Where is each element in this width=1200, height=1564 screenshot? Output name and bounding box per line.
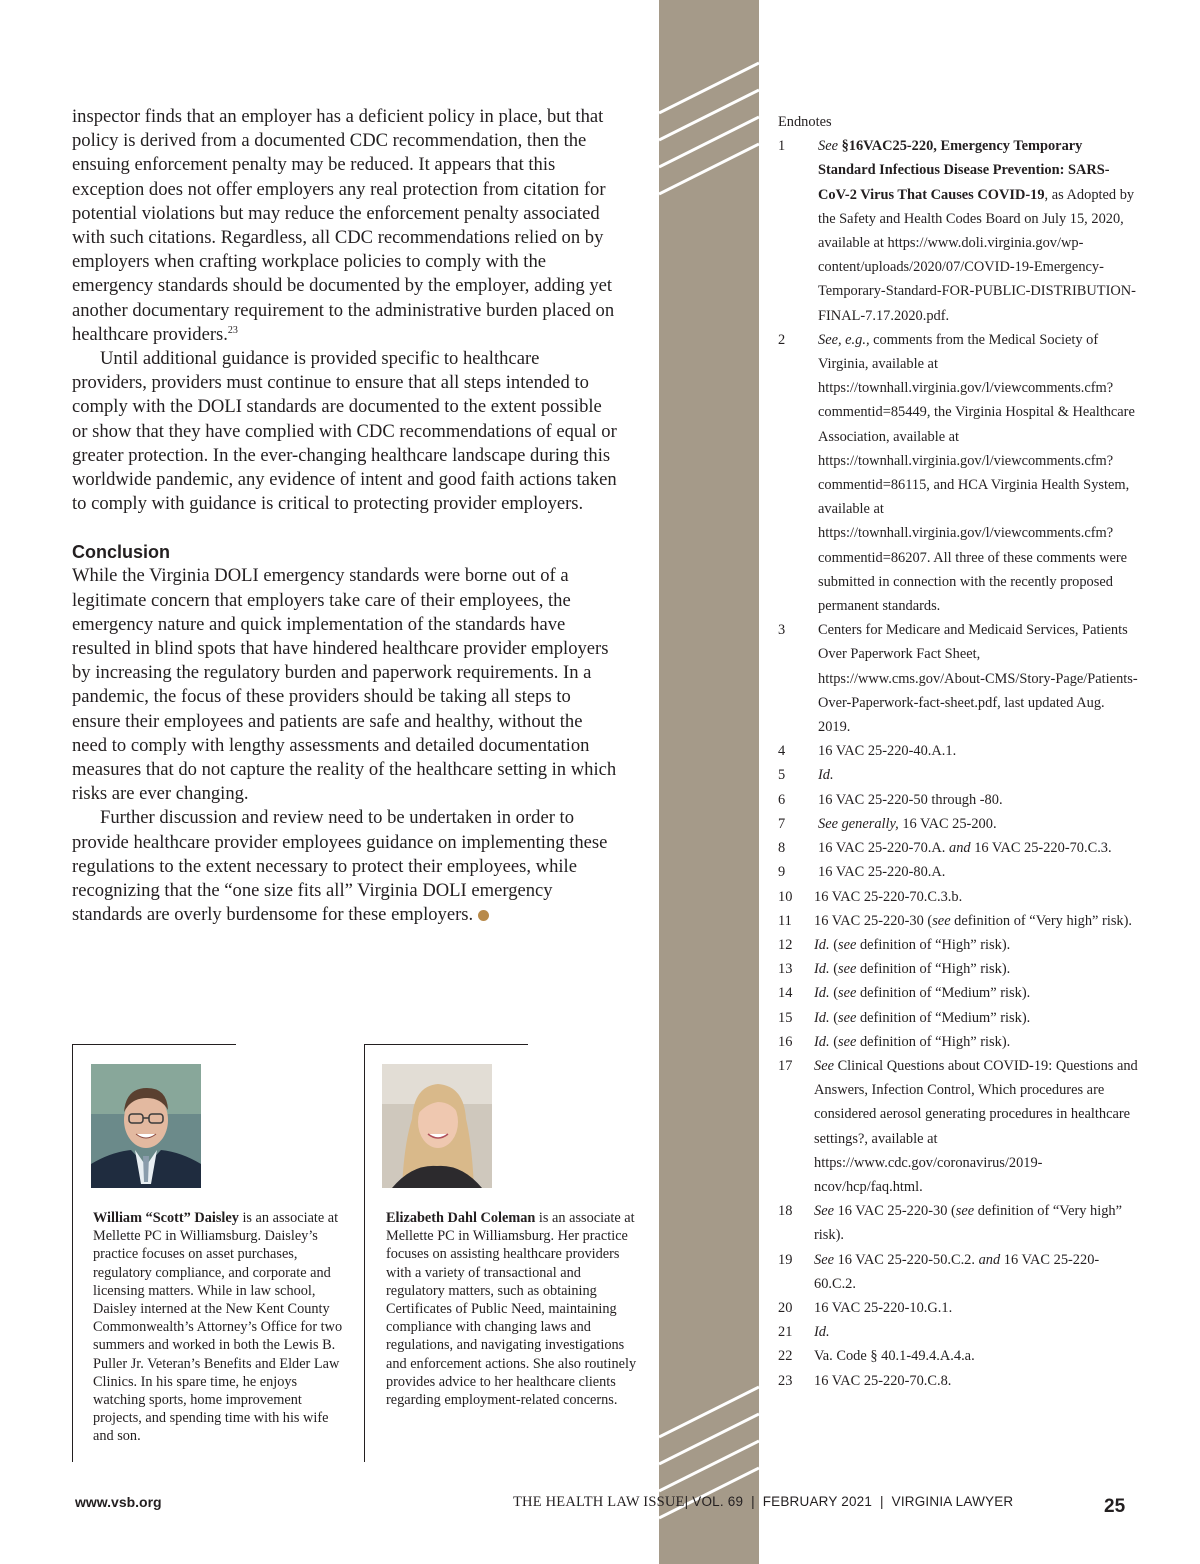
bio-body: is an associate at Mellette PC in Williamsburg. Her practice focuses on assisting healthcare providers with a variety of transactional and regulatory matters, such as obtaining Certificates of Public Need, maintaining compliance with changing laws and regulations, and navigating investigations and enforcement actions. She also routinely provides advice to her healthcare clients regarding employment-related concerns. [386,1210,637,1409]
endnote-item [778,1369,1138,1393]
endnote-part: definition of “High” risk). [856,1033,1011,1050]
endnote-text [814,1054,1138,1199]
endnote-number: 6 [778,791,786,808]
endnote-signal: See [818,138,838,155]
endnote-part: ( [829,1033,838,1050]
endnote-number: 10 [778,888,793,905]
endnote-part: definition of “Medium” risk). [856,1009,1031,1026]
endnotes-title: Endnotes [778,114,832,130]
section-heading: Conclusion [72,542,170,563]
endnote-part: 16 VAC 25-220-70.A. [818,840,949,857]
endnote-signal: see [837,936,857,953]
endnote-rest: Clinical Questions about COVID-19: Questions and Answers, Infection Control, Which procedures are considered aerosol generating procedures in healthcare settings?, available at https://www.cdc.gov/coronavirus/2019-ncov/hcp/faq.html. [814,1057,1138,1195]
endnote-conjunction: and [978,1251,1001,1268]
footer-website[interactable]: www.vsb.org [75,1494,162,1510]
endnote-text: 16 VAC 25-220-70.C.8. [814,1372,952,1389]
endnote-item [778,812,1138,836]
endnote-number: 13 [778,961,793,978]
endnote-number: 21 [778,1324,793,1341]
endnote-number: 16 [778,1033,793,1050]
endnote-part: 16 VAC 25-220-60.C.2. [814,1251,1100,1292]
endnote-text [818,763,1138,787]
endnote-text: 16 VAC 25-220-80.A. [818,864,946,881]
endnote-item [778,1054,1138,1199]
endnote-rest: 16 VAC 25-200. [898,815,997,832]
endnote-id: Id. [814,1033,830,1050]
endnote-item [778,885,1138,909]
endnote-part: 16 VAC 25-220-70.C.3. [970,840,1112,857]
endnote-item [778,618,1138,739]
footer-meta: | VOL. 69 | FEBRUARY 2021 | VIRGINIA LAWYER [684,1494,1014,1509]
endnote-number: 23 [778,1372,793,1389]
endnote-part: ( [829,936,838,953]
author-portrait [382,1064,492,1188]
endnote-id: Id. [818,767,834,784]
author-bio-text [386,1209,638,1409]
endnote-item [778,860,1138,884]
endnote-signal: see [837,961,857,978]
body-paragraph [72,806,617,927]
paragraph-text: Further discussion and review need to be undertaken in order to provide healthcare provider employees guidance on implementing these regulations to the extent necessary to protect their employees, while recognizing that the “one size fits all” Virginia DOLI emergency standards are overly burdensome for these employers. [72,807,608,926]
endnote-number: 9 [778,864,786,881]
endnote-id: Id. [814,936,830,953]
endnote-id: Id. [814,1009,830,1026]
endnote-item [778,1199,1138,1247]
endnote-item [778,788,1138,812]
endnote-item [778,933,1138,957]
endnote-signal: See [814,1057,834,1074]
body-paragraph: While the Virginia DOLI emergency standards were borne out of a legitimate concern that employers take care of their employees, the emergency nature and quick implementation of the standards have resulted in blind spots that have hindered healthcare provider employers by increasing the regulatory burden and paperwork requirements. In a pandemic, the focus of these providers should be taking all steps to ensure their employees and patients are safe and healthy, without the need to comply with lengthy assessments and detailed documentation measures that do not capture the reality of the healthcare setting in which risks are ever changing. [72,565,617,805]
endnote-item [778,1320,1138,1344]
endnote-item [778,909,1138,933]
endnote-signal: see [932,912,951,929]
author-name: William “Scott” Daisley [93,1210,239,1226]
footer-issue: THE HEALTH LAW ISSUE [513,1494,685,1510]
endnote-signal: see [837,1033,857,1050]
endnote-text [814,1030,1138,1054]
stripe-fill [659,0,759,1564]
endnote-text: 16 VAC 25-220-70.C.3.b. [814,888,963,905]
author-bio-daisley [72,1044,343,1462]
endnote-item [778,1006,1138,1030]
endnote-part: definition of “High” risk). [856,961,1011,978]
endnote-part: definition of “Very high” risk). [950,912,1133,929]
article-body [72,105,617,928]
endnote-part: definition of “High” risk). [856,936,1011,953]
footer-running-title [513,1494,1013,1511]
endnote-signal: see [837,1009,857,1026]
endnote-signal: See [814,1251,834,1268]
endnote-number: 22 [778,1348,793,1365]
paragraph-text: inspector finds that an employer has a deficient policy in place, but that policy is derived from a documented CDC recommendation, then the ensuing enforcement penalty may be reduced. It appears that this exception does not offer employers any real protection from citation for potential violations but may reduce the enforcement penalty associated with such citations. Regardless, all CDC recommendations relied on by employers when crafting workplace policies to comply with the emergency standards should be documented by the employer, adding yet another documentary requirement to the administrative burden placed on healthcare providers. [72,106,615,345]
endnote-item [778,739,1138,763]
endnote-text [814,1006,1138,1030]
endnote-text [818,836,1138,860]
endnote-number: 3 [778,622,786,639]
endnote-signal: See, e.g., [818,331,870,348]
endnote-item [778,328,1138,618]
endnote-number: 2 [778,331,786,348]
author-bio-coleman [364,1044,637,1462]
endnote-number: 14 [778,985,793,1002]
endnote-number: 15 [778,1009,793,1026]
endnote-item [778,1248,1138,1296]
endnote-part: definition of “Medium” risk). [856,985,1031,1002]
endnote-number: 20 [778,1299,793,1316]
endnote-part: ( [829,961,838,978]
endnote-item [778,134,1138,328]
endnote-citation-title: §16VAC25-220, Emergency Temporary Standard Infectious Disease Prevention: SARS-CoV-2 Virus That Causes COVID-19 [818,138,1110,203]
endnote-text [814,1320,1138,1344]
endnote-conjunction: and [949,840,971,857]
endnote-rest: , as Adopted by the Safety and Health Codes Board on July 15, 2020, available at https://www.doli.virginia.gov/wp-content/uploads/2020/07/COVID-19-Emergency-Temporary-Standard-FOR-PUBLIC-DISTRIBUTION-FINAL-7.17.2020.pdf. [818,186,1136,324]
author-portrait [91,1064,201,1188]
endnote-item [778,957,1138,981]
author-bio-text [93,1209,345,1446]
endnote-number: 18 [778,1203,793,1220]
endnote-signal: see [955,1203,975,1220]
author-photo [91,1064,201,1188]
endnote-item [778,1296,1138,1320]
page-number: 25 [1104,1496,1126,1517]
endnote-part: 16 VAC 25-220-30 ( [814,912,933,929]
endnote-number: 12 [778,936,793,953]
endnote-part: ( [829,985,838,1002]
endnote-part: ( [829,1009,838,1026]
endnote-text [814,1199,1138,1247]
endnote-text [818,328,1138,618]
endnote-item [778,1030,1138,1054]
endnote-number: 7 [778,815,786,832]
bio-body: is an associate at Mellette PC in Williamsburg. Daisley’s practice focuses on asset purchases, regulatory compliance, and corporate and licensing matters. While in law school, Daisley interned at the New Kent County Commonwealth’s Attorney’s Office for two summers and worked in both the Lewis B. Puller Jr. Veteran’s Benefits and Elder Law Clinics. In his spare time, he enjoys watching sports, home improvement projects, and spending time with his wife and son. [93,1210,343,1445]
endnote-text: 16 VAC 25-220-50 through -80. [818,791,1003,808]
endnote-item [778,1344,1138,1368]
author-photo [382,1064,492,1188]
endnote-text [814,1248,1138,1296]
endnote-part: 16 VAC 25-220-50.C.2. [833,1251,979,1268]
endnote-text: 16 VAC 25-220-10.G.1. [814,1299,953,1316]
endnote-signal: see [837,985,857,1002]
endnote-text: 16 VAC 25-220-40.A.1. [818,743,957,760]
endnote-text [818,134,1138,328]
endnote-text: Centers for Medicare and Medicaid Services, Patients Over Paperwork Fact Sheet, https://www.cms.gov/About-CMS/Story-Page/Patients-Over-Paperwork-fact-sheet.pdf, last updated Aug. 2019. [818,622,1138,736]
endnote-item [778,981,1138,1005]
endnote-number: 11 [778,912,792,929]
endnote-text [814,981,1138,1005]
endnote-signal: See [814,1203,834,1220]
endnote-part: 16 VAC 25-220-30 ( [833,1203,956,1220]
endnote-number: 17 [778,1057,793,1074]
endnote-number: 5 [778,767,786,784]
endnote-number: 1 [778,138,786,155]
endnote-text [818,812,1138,836]
endnote-id: Id. [814,961,830,978]
endnote-text: Va. Code § 40.1-49.4.A.4.a. [814,1348,975,1365]
endnote-item [778,836,1138,860]
stripe-graphic [659,0,759,1564]
endnote-item [778,763,1138,787]
endnote-id: Id. [814,1324,830,1341]
endnote-number: 19 [778,1251,793,1268]
decorative-stripe [659,0,759,1564]
endnote-text [814,933,1138,957]
body-paragraph: Until additional guidance is provided specific to healthcare providers, providers must continue to ensure that all steps intended to comply with the DOLI standards are documented to the extent possible or show that they have complied with CDC recommendations of equal or greater protection. In the ever-changing healthcare landscape during this worldwide pandemic, any evidence of intent and good faith actions taken to comply with guidance is critical to protecting provider employers. [72,348,617,515]
endnote-signal: See generally, [818,815,899,832]
author-name: Elizabeth Dahl Coleman [386,1210,536,1226]
endnote-number: 4 [778,743,786,760]
body-paragraph [72,105,617,347]
endnote-id: Id. [814,985,830,1002]
endnotes [778,110,1138,1393]
endnote-rest: comments from the Medical Society of Virginia, available at https://townhall.virginia.gov/l/viewcomments.cfm?commentid=85449, the Virginia Hospital & Healthcare Association, available at https://townhall.virginia.gov/l/viewcomments.cfm?commentid=86115, and HCA Virginia Health System, available at https://townhall.virginia.gov/l/viewcomments.cfm?commentid=86207. All three of these comments were submitted in connection with the recently proposed permanent standards. [818,331,1135,615]
endnote-part: definition of “Very high” risk). [814,1203,1123,1244]
endnote-text [814,909,1138,933]
endnote-number: 8 [778,840,786,857]
endnote-text [814,957,1138,981]
footnote-ref: 23 [227,324,238,336]
end-of-article-dot-icon [478,910,489,921]
